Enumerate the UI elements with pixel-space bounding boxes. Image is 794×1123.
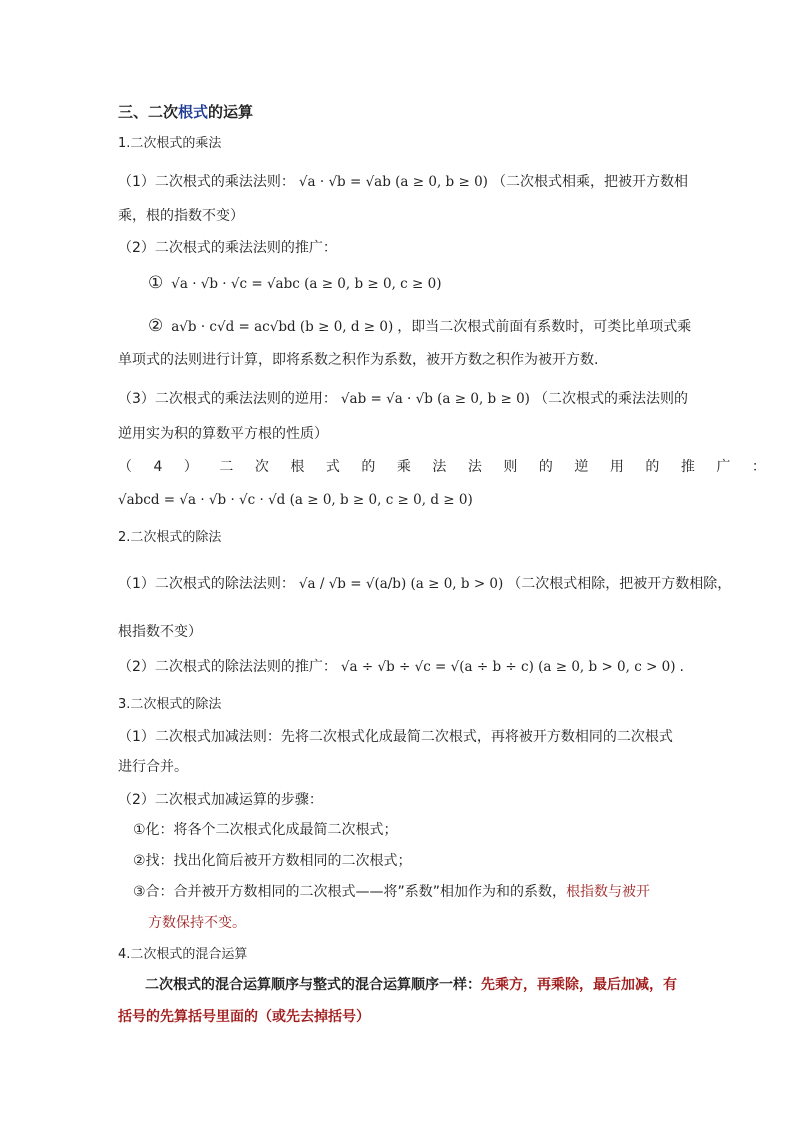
section-heading-suffix: 的运算 (208, 103, 254, 121)
s4-paragraph-cont-text: 括号的先算括号里面的（或先去掉括号） (118, 1009, 370, 1025)
s3-step-he-cont-text: 方数保持不变。 (148, 915, 246, 931)
s2-rule1-note: （二次根式相除，把被开方数相除， (507, 576, 732, 592)
s1-rule3-formula: √ab = √a · √b (a ≥ 0, b ≥ 0) (340, 391, 530, 407)
s1-rule2-item1 (148, 273, 446, 294)
s3-step-he (133, 882, 650, 902)
s1-rule4-label: （4）二次根式的乘法法则的逆用的推广： (118, 459, 788, 475)
s1-rule1 (118, 172, 688, 192)
s1-rule3-label: （3）二次根式的乘法法则的逆用： (118, 391, 337, 407)
s2-rule2-label: （2）二次根式的除法法则的推广： (118, 659, 337, 675)
s2-rule1 (118, 574, 731, 594)
s2-rule1-formula: √a / √b = √(a/b) (a ≥ 0, b > 0) (298, 576, 504, 592)
s1-rule4-formula-line (118, 490, 477, 510)
s4-paragraph (145, 975, 677, 995)
s4-paragraph-highlight: 先乘方，再乘除，最后加减，有 (481, 977, 677, 993)
s4-paragraph-text: 二次根式的混合运算顺序与整式的混合运算顺序一样： (145, 977, 481, 993)
s1-rule1-note: （二次根式相乘，把被开方数相 (491, 174, 688, 190)
s2-rule1-label: （1）二次根式的除法法则： (118, 576, 295, 592)
s1-rule2-item2 (148, 316, 691, 337)
s3-rule1-cont: 进行合并。 (118, 759, 188, 775)
s1-rule2-item2-cont: 单项式的法则进行计算，即将系数之积作为系数，被开方数之积作为被开方数. (118, 352, 599, 368)
s2-rule2 (118, 657, 684, 677)
s1-rule2-item2-formula: a√b · c√d = ac√bd (b ≥ 0, d ≥ 0) (171, 319, 394, 335)
s3-step-hua: ①化：将各个二次根式化成最简二次根式； (133, 822, 398, 838)
s1-rule3 (118, 389, 688, 409)
s1-rule1-formula: √a · √b = √ab (a ≥ 0, b ≥ 0) (298, 174, 488, 190)
s3-step-he-cont (148, 913, 246, 933)
s3-step-he-highlight: 根指数与被开 (566, 884, 651, 900)
s2-title: 2.二次根式的除法 (118, 530, 222, 545)
section-heading-prefix: 三、二次 (118, 103, 179, 121)
s1-rule1-label: （1）二次根式的乘法法则： (118, 174, 295, 190)
s3-rule2: （2）二次根式加减运算的步骤： (118, 792, 323, 808)
section-heading (118, 102, 253, 122)
s2-rule2-formula: √a ÷ √b ÷ √c = √(a ÷ b ÷ c) (a ≥ 0, b > 0, c > 0) (340, 659, 676, 675)
section-heading-accent: 根式 (178, 103, 209, 121)
s1-rule2-label: （2）二次根式的乘法法则的推广： (118, 240, 337, 256)
s2-rule2-end: . (679, 659, 684, 675)
s1-rule1-cont: 乘，根的指数不变） (118, 208, 244, 224)
s3-rule1: （1）二次根式加减法则：先将二次根式化成最简二次根式，再将被开方数相同的二次根式 (118, 729, 673, 745)
s3-step-he-text: ③合：合并被开方数相同的二次根式——将”系数”相加作为和的系数， (133, 884, 567, 900)
s1-rule2-item1-formula: √a · √b · √c = √abc (a ≥ 0, b ≥ 0, c ≥ 0) (171, 276, 442, 292)
s1-rule3-note: （二次根式的乘法法则的 (533, 391, 688, 407)
s3-step-zhao: ②找：找出化简后被开方数相同的二次根式； (133, 853, 412, 869)
s1-rule3-cont: 逆用实为积的算数平方根的性质） (118, 426, 328, 442)
circled-two-marker: ② (148, 316, 164, 336)
s4-paragraph-cont (118, 1007, 370, 1027)
s2-rule1-cont: 根指数不变） (118, 624, 202, 640)
s4-title: 4.二次根式的混合运算 (118, 947, 248, 962)
s1-rule4-formula: √abcd = √a · √b · √c · √d (a ≥ 0, b ≥ 0, c ≥ 0, d ≥ 0) (118, 492, 473, 508)
s1-title: 1.二次根式的乘法 (118, 136, 222, 151)
s3-title: 3.二次根式的除法 (118, 697, 222, 712)
circled-one-marker: ① (148, 273, 164, 293)
s1-rule2-item2-note: ，即当二次根式前面有系数时，可类比单项式乘 (397, 319, 692, 335)
